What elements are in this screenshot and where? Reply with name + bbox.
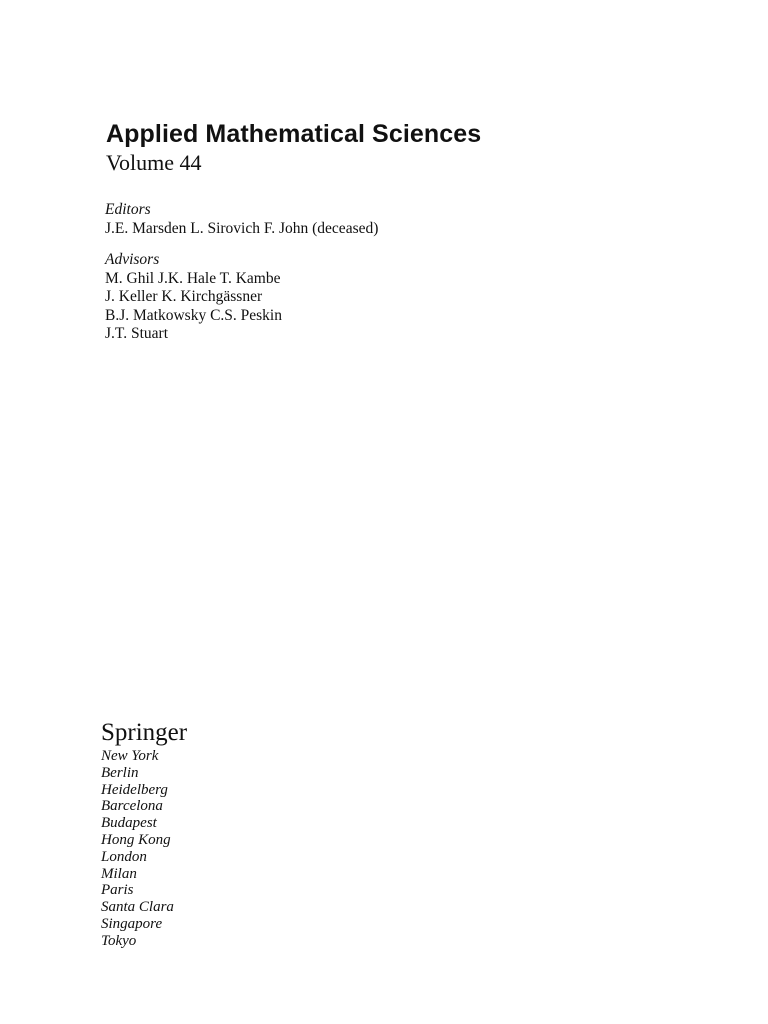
city: Budapest — [101, 815, 157, 832]
editors-heading: Editors — [105, 201, 151, 218]
city: New York — [101, 748, 159, 764]
city: Heidelberg — [101, 781, 168, 798]
city: Barcelona — [101, 798, 163, 815]
advisors-block — [105, 251, 282, 344]
city: Paris — [101, 882, 134, 899]
advisors-line: J.T. Stuart — [105, 325, 168, 342]
editors-names: J.E. Marsden L. Sirovich F. John (deceased) — [105, 219, 379, 237]
volume-number: Volume 44 — [106, 150, 202, 175]
city: Hong Kong — [101, 831, 171, 848]
city: Santa Clara — [101, 899, 174, 916]
advisors-line: M. Ghil J.K. Hale T. Kambe — [105, 269, 281, 287]
city: Singapore — [101, 915, 163, 932]
advisors-line: J. Keller K. Kirchgässner — [105, 288, 263, 305]
publisher-name: Springer — [101, 719, 188, 746]
advisors-heading: Advisors — [105, 251, 160, 268]
editors-block — [105, 201, 378, 238]
city: Berlin — [101, 764, 139, 781]
publisher-cities — [101, 748, 174, 950]
city: Milan — [101, 865, 137, 882]
series-title: Applied Mathematical Sciences — [106, 120, 482, 148]
advisors-line: B.J. Matkowsky C.S. Peskin — [105, 306, 282, 324]
city: London — [101, 848, 147, 865]
city: Tokyo — [101, 932, 137, 949]
